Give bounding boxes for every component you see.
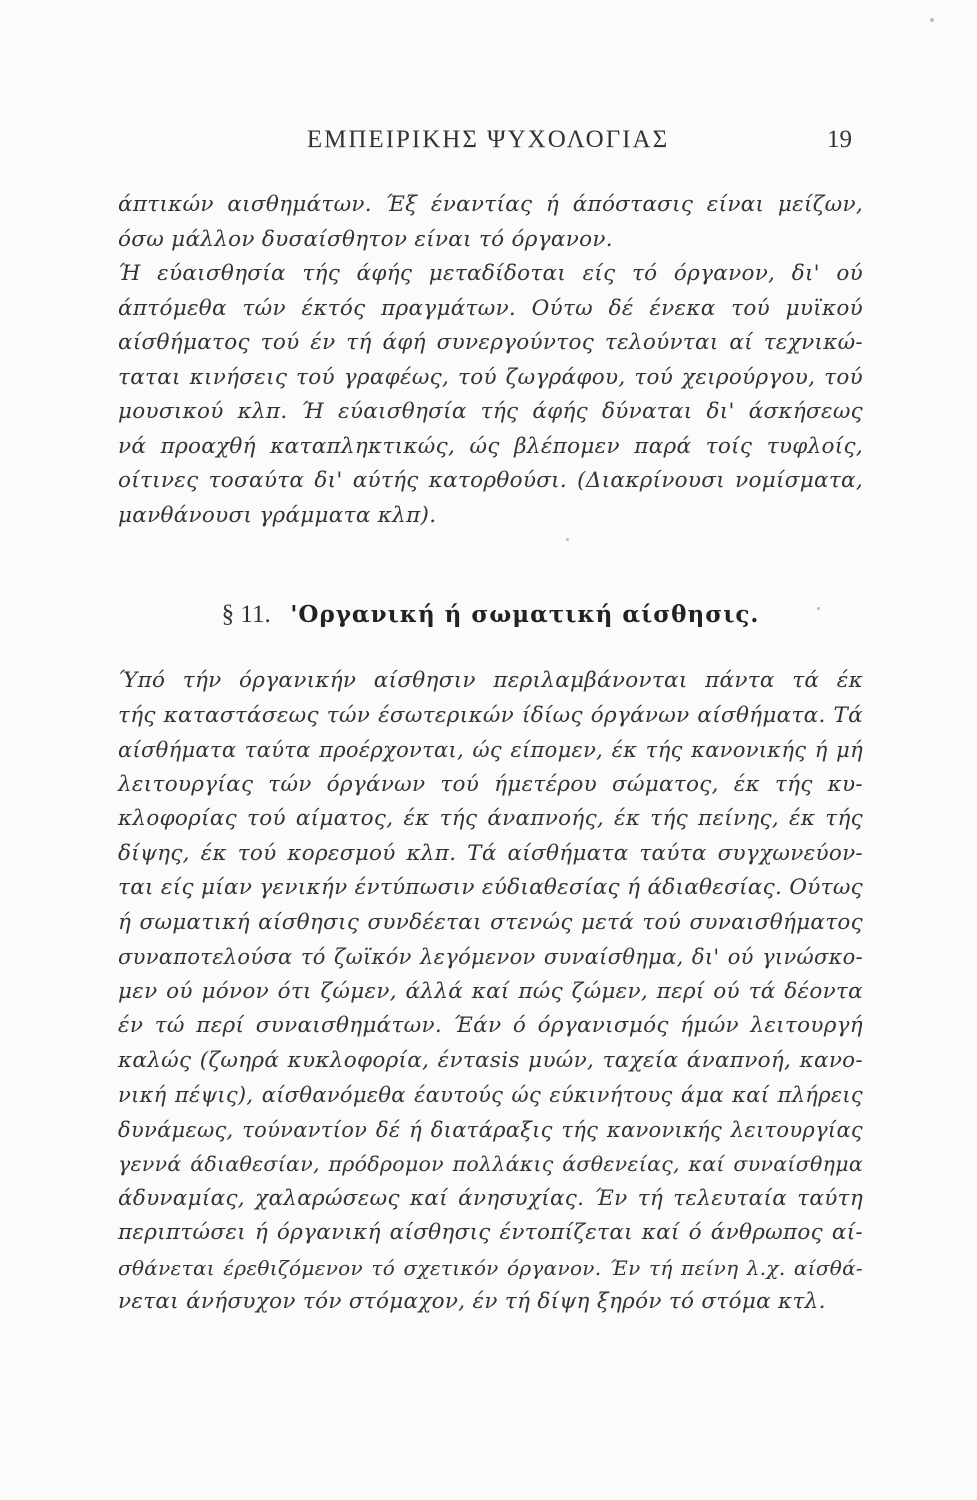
text-line: άπτόμεθα τών έκτός πραγμάτων. Ούτω δέ ένεκα τού μυϊκού xyxy=(118,295,863,321)
text-line: μανθάνουσι γράμματα κλπ). xyxy=(118,502,437,528)
paragraph-bottom xyxy=(118,664,863,1320)
paper-speck xyxy=(817,607,820,610)
text-line: αίσθήματος τού έν τή άφή συνεργούντος τελούνται αί τεχνικώ- xyxy=(118,330,863,355)
text-line: όσω μάλλον δυσαίσθητον είναι τό όργανον. xyxy=(118,226,613,252)
text-line: συναποτελούσα τό ζωϊκόν λεγόμενον συναίσθημα, δι' ού γινώσκο- xyxy=(118,945,863,969)
page-number: 19 xyxy=(827,126,852,153)
section-title: 'Οργανική ή σωματική αίσθησις. xyxy=(290,601,760,628)
text-line: αίσθήματα ταύτα προέρχονται, ώς είπομεν, έκ τής κανονικής ή μή xyxy=(118,738,863,762)
text-line: νά προαχθή καταπληκτικώς, ώς βλέπομεν παρά τοίς τυφλοίς, xyxy=(118,433,863,459)
text-line: δίψης, έκ τού κορεσμού κλπ. Τά αίσθήματα ταύτα συγχωνεύον- xyxy=(118,840,863,866)
paragraph-top xyxy=(118,188,863,533)
text-line: δυνάμεως, τούναντίον δέ ή διατάραξις τής κανονικής λειτουργίας xyxy=(118,1117,863,1142)
text-line: νική πέψις), αίσθανόμεθα έαυτούς ώς εύκινήτους άμα καί πλήρεις xyxy=(118,1083,863,1107)
text-line: κλοφορίας τού αίματος, έκ τής άναπνοής, έκ τής πείνης, έκ τής xyxy=(118,806,863,831)
text-line: Ή εύαισθησία τής άφής μεταδίδοται είς τό όργανον, δι' ού xyxy=(118,261,863,286)
paper-speck xyxy=(930,18,934,22)
text-line: περιπτώσει ή όργανική αίσθησις έντοπίζεται καί ό άνθρωπος αί- xyxy=(118,1220,863,1245)
text-line: μουσικού κλπ. Ή εύαισθησία τής άφής δύναται δι' άσκήσεως xyxy=(118,399,863,424)
text-line: γεννά άδιαθεσίαν, πρόδρομον πολλάκις άσθενείας, καί συναίσθημα xyxy=(118,1152,863,1176)
text-line: ται είς μίαν γενικήν έντύπωσιν εύδιαθεσίας ή άδιαθεσίας. Ούτως xyxy=(118,875,863,900)
text-line: μεν ού μόνον ότι ζώμεν, άλλά καί πώς ζώμεν, περί ού τά δέοντα xyxy=(118,978,863,1004)
text-line: ή σωματική αίσθησις συνδέεται στενώς μετά τού συναισθήματος xyxy=(118,909,863,935)
section-heading xyxy=(118,600,863,640)
page-header xyxy=(118,126,858,166)
text-line: νεται άνήσυχον τόν στόμαχον, έν τή δίψη ξηρόν τό στόμα κτλ. xyxy=(118,1289,826,1314)
running-title: ΕΜΠΕΙΡΙΚΗΣ ΨΥΧΟΛΟΓΙΑΣ xyxy=(306,126,670,153)
paper-speck xyxy=(566,538,569,541)
section-number: § 11. xyxy=(221,601,271,628)
text-line: ταται κινήσεις τού γραφέως, τού ζωγράφου, τού χειρούργου, τού xyxy=(118,364,863,390)
text-line: λειτουργίας τών όργάνων τού ήμετέρου σώματος, έκ τής κυ- xyxy=(118,771,863,797)
text-line: έν τώ περί συναισθημάτων. Έάν ό όργανισμός ήμών λειτουργή xyxy=(118,1013,863,1038)
text-line: άπτικών αισθημάτων. Έξ έναντίας ή άπόστασις είναι μείζων, xyxy=(118,192,863,217)
text-line: οίτινες τοσαύτα δι' αύτής κατορθούσι. (Διακρίνουσι νομίσματα, xyxy=(118,468,863,493)
text-line: τής καταστάσεως τών έσωτερικών ίδίως όργάνων αίσθήματα. Τά xyxy=(118,702,863,728)
text-line: σθάνεται έρεθιζόμενον τό σχετικόν όργανον. Έν τή πείνη λ.χ. αίσθά- xyxy=(118,1255,863,1280)
text-line: άδυναμίας, χαλαρώσεως καί άνησυχίας. Έν τή τελευταία ταύτη xyxy=(118,1185,863,1211)
text-line: Ύπό τήν όργανικήν αίσθησιν περιλαμβάνονται πάντα τά έκ xyxy=(118,668,863,693)
text-line: καλώς (ζωηρά κυκλοφορία, ένταsis μυών, ταχεία άναπνοή, κανο- xyxy=(118,1047,863,1073)
